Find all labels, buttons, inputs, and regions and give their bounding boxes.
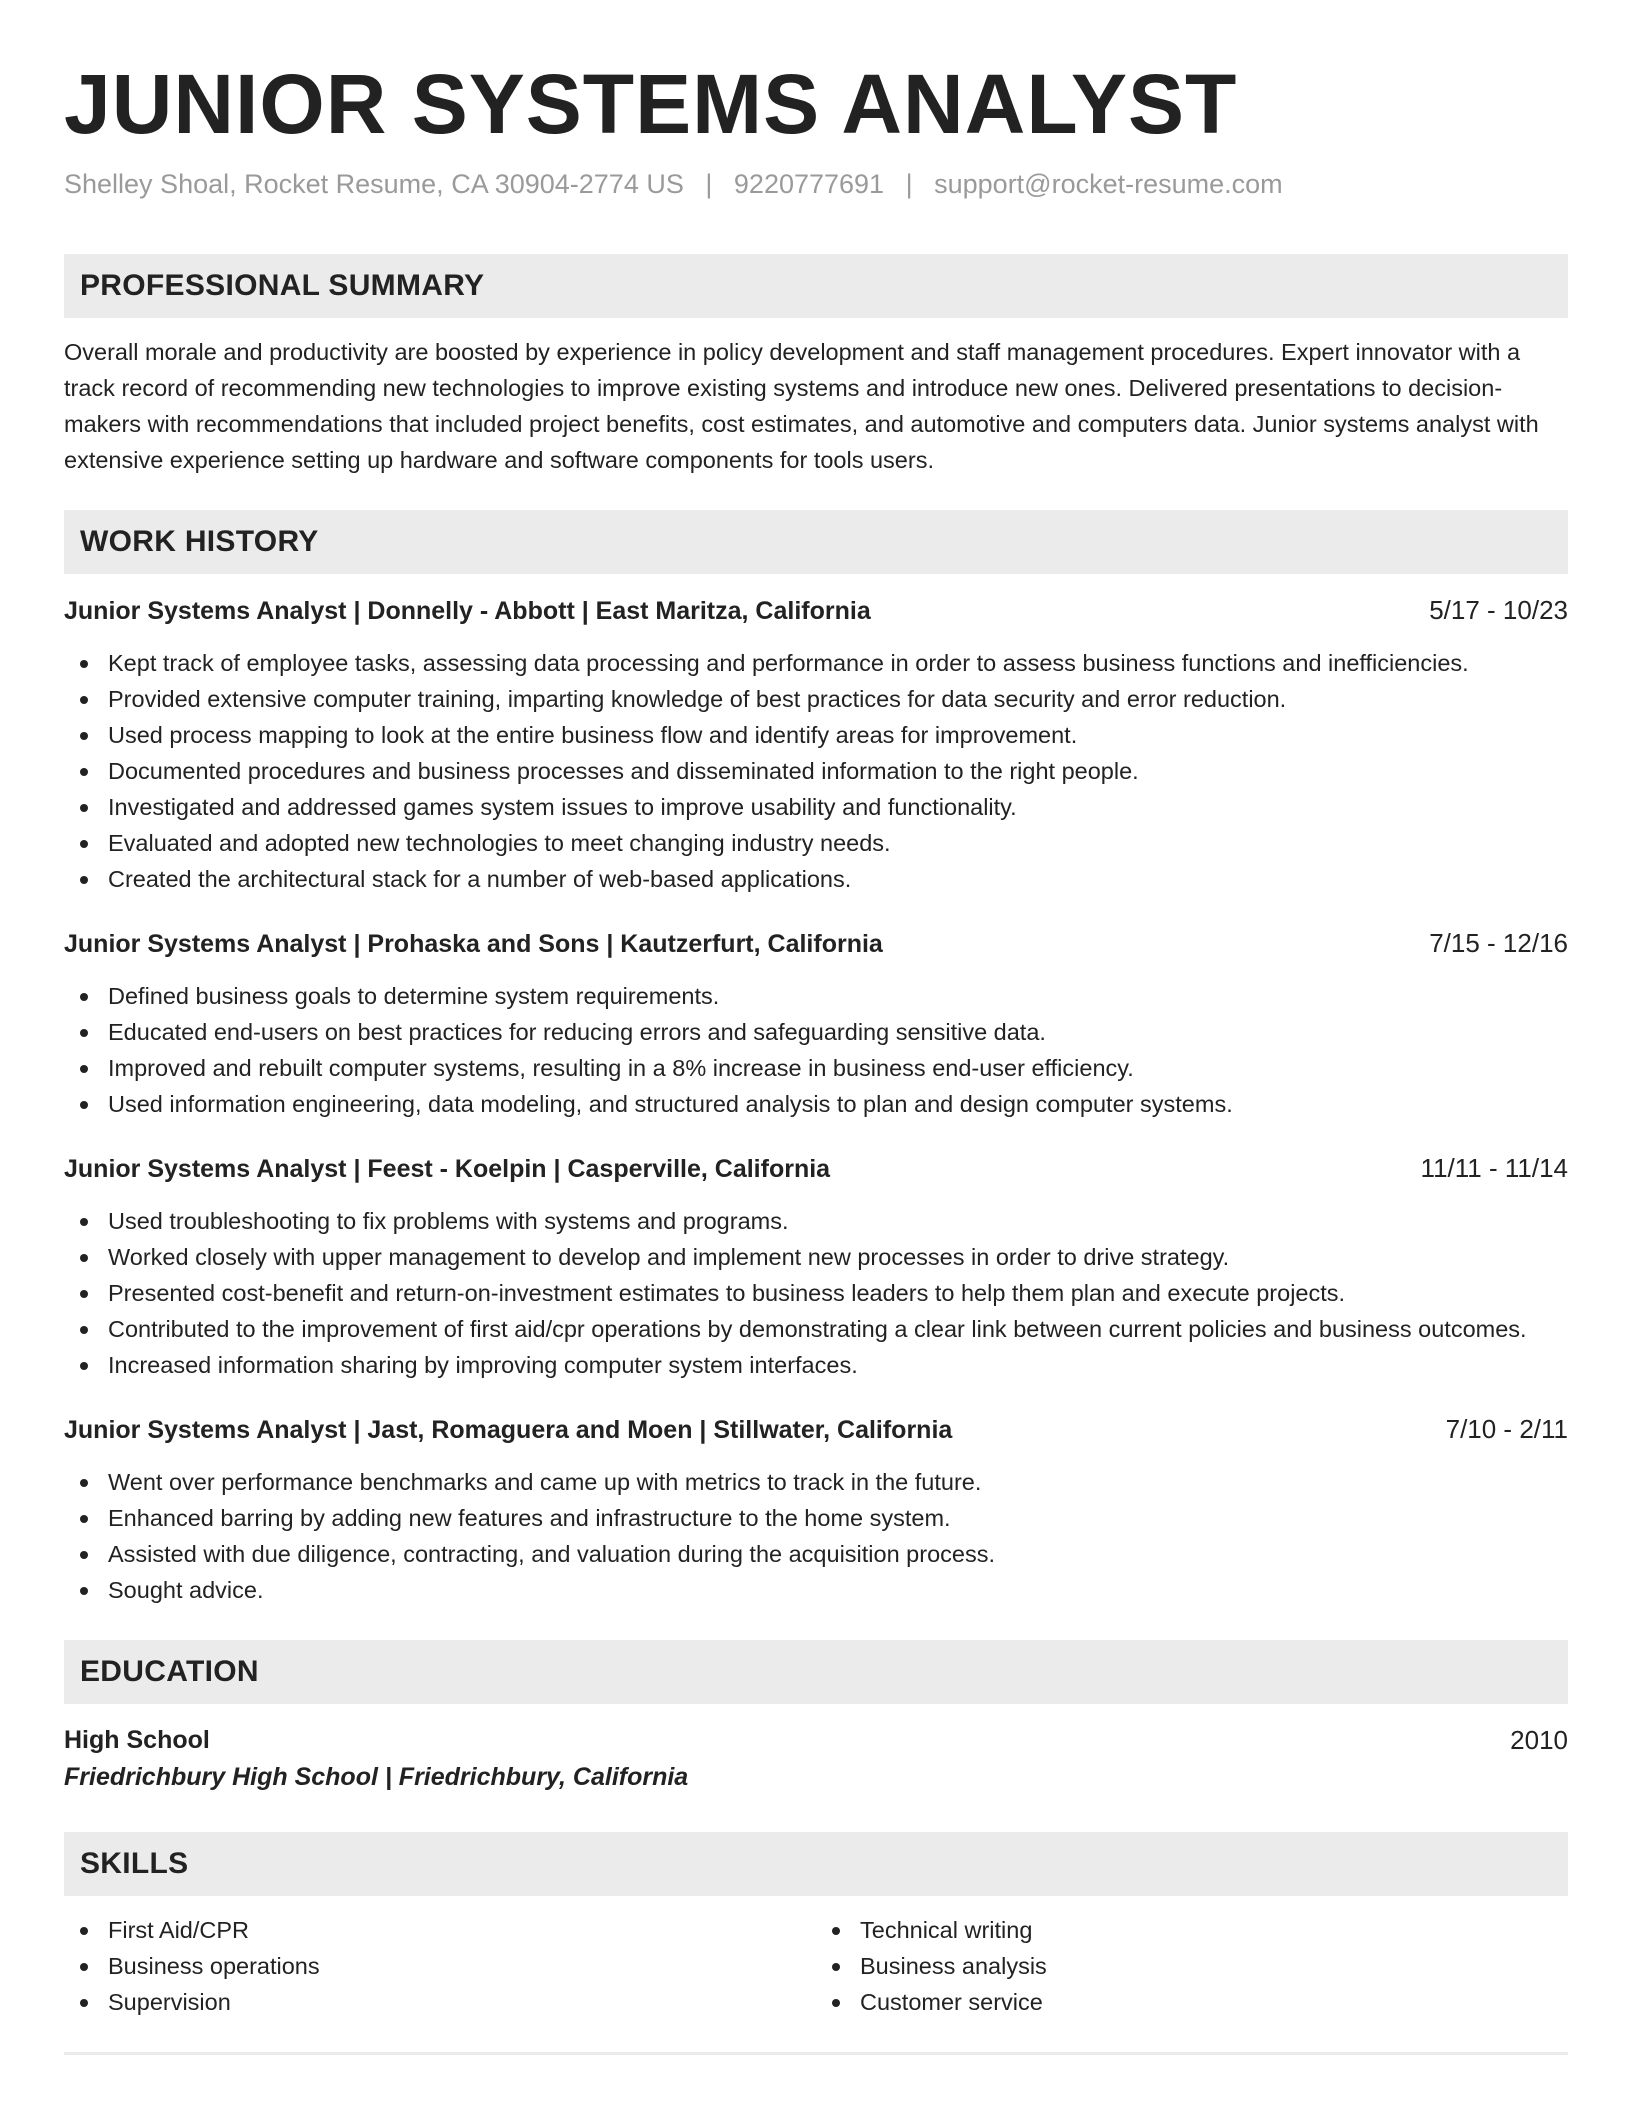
list-item: Assisted with due diligence, contracting, and valuation during the acquisition process. bbox=[64, 1536, 1568, 1572]
list-item: Presented cost-benefit and return-on-investment estimates to business leaders to help them plan and execute projects. bbox=[64, 1275, 1568, 1311]
job-title: Junior Systems Analyst | Prohaska and Sons | Kautzerfurt, California bbox=[64, 930, 883, 958]
skill-item: Supervision bbox=[64, 1984, 816, 2020]
list-item: Enhanced barring by adding new features and infrastructure to the home system. bbox=[64, 1500, 1568, 1536]
job-dates: 5/17 - 10/23 bbox=[1429, 595, 1568, 625]
job-entry bbox=[64, 1150, 1568, 1383]
list-item: Evaluated and adopted new technologies to meet changing industry needs. bbox=[64, 825, 1568, 861]
job-title: Junior Systems Analyst | Jast, Romaguera and Moen | Stillwater, California bbox=[64, 1416, 953, 1444]
contact-address: Shelley Shoal, Rocket Resume, CA 30904-2774 US bbox=[64, 169, 684, 199]
section-heading-summary: PROFESSIONAL SUMMARY bbox=[64, 254, 1568, 318]
list-item: Increased information sharing by improving computer system interfaces. bbox=[64, 1347, 1568, 1383]
education-entry bbox=[64, 1722, 1568, 1758]
skill-item: Business analysis bbox=[816, 1948, 1568, 1984]
skills-column-left bbox=[64, 1912, 816, 2020]
bottom-divider bbox=[64, 2052, 1568, 2055]
job-dates: 11/11 - 11/14 bbox=[1420, 1153, 1568, 1183]
job-entry bbox=[64, 1411, 1568, 1608]
skills-column-right bbox=[816, 1912, 1568, 2020]
list-item: Sought advice. bbox=[64, 1572, 1568, 1608]
skill-item: Business operations bbox=[64, 1948, 816, 1984]
list-item: Worked closely with upper management to develop and implement new processes in order to drive strategy. bbox=[64, 1239, 1568, 1275]
education-year: 2010 bbox=[1510, 1725, 1568, 1755]
section-heading-skills: SKILLS bbox=[64, 1832, 1568, 1896]
section-heading-education: EDUCATION bbox=[64, 1640, 1568, 1704]
section-heading-work-history: WORK HISTORY bbox=[64, 510, 1568, 574]
job-bullets bbox=[64, 1203, 1568, 1383]
summary-text: Overall morale and productivity are boosted by experience in policy development and staff management procedures. Expert innovator with a track record of recommending new technologies to improve existing systems and introduce new ones. Delivered presentations to decision-makers with recommendations that included project benefits, cost estimates, and automotive and computers data. Junior systems analyst with extensive experience setting up hardware and software components for tools users. bbox=[64, 339, 1539, 473]
education-degree: High School bbox=[64, 1726, 210, 1754]
job-entry bbox=[64, 925, 1568, 1122]
list-item: Used process mapping to look at the entire business flow and identify areas for improvement. bbox=[64, 717, 1568, 753]
job-bullets bbox=[64, 978, 1568, 1122]
skill-item: First Aid/CPR bbox=[64, 1912, 816, 1948]
list-item: Investigated and addressed games system issues to improve usability and functionality. bbox=[64, 789, 1568, 825]
list-item: Created the architectural stack for a number of web-based applications. bbox=[64, 861, 1568, 897]
skills-list bbox=[64, 1912, 1568, 2020]
contact-separator: | bbox=[905, 169, 913, 199]
list-item: Contributed to the improvement of first aid/cpr operations by demonstrating a clear link between current policies and business outcomes. bbox=[64, 1311, 1568, 1347]
contact-separator: | bbox=[705, 169, 713, 199]
list-item: Defined business goals to determine system requirements. bbox=[64, 978, 1568, 1014]
job-dates: 7/15 - 12/16 bbox=[1429, 928, 1568, 958]
list-item: Documented procedures and business processes and disseminated information to the right people. bbox=[64, 753, 1568, 789]
list-item: Improved and rebuilt computer systems, resulting in a 8% increase in business end-user efficiency. bbox=[64, 1050, 1568, 1086]
contact-line bbox=[64, 166, 1568, 202]
job-title: Junior Systems Analyst | Donnelly - Abbott | East Maritza, California bbox=[64, 597, 871, 625]
job-bullets bbox=[64, 645, 1568, 897]
list-item: Kept track of employee tasks, assessing data processing and performance in order to assess business functions and inefficiencies. bbox=[64, 645, 1568, 681]
contact-email: support@rocket-resume.com bbox=[934, 169, 1283, 199]
skill-item: Technical writing bbox=[816, 1912, 1568, 1948]
list-item: Went over performance benchmarks and came up with metrics to track in the future. bbox=[64, 1464, 1568, 1500]
resume-title: JUNIOR SYSTEMS ANALYST bbox=[64, 57, 1238, 151]
list-item: Used troubleshooting to fix problems with systems and programs. bbox=[64, 1203, 1568, 1239]
education-school: Friedrichbury High School | Friedrichbury, California bbox=[64, 1763, 689, 1791]
job-bullets bbox=[64, 1464, 1568, 1608]
job-dates: 7/10 - 2/11 bbox=[1445, 1414, 1568, 1444]
job-entry bbox=[64, 592, 1568, 897]
list-item: Educated end-users on best practices for reducing errors and safeguarding sensitive data. bbox=[64, 1014, 1568, 1050]
list-item: Provided extensive computer training, imparting knowledge of best practices for data security and error reduction. bbox=[64, 681, 1568, 717]
list-item: Used information engineering, data modeling, and structured analysis to plan and design computer systems. bbox=[64, 1086, 1568, 1122]
contact-phone: 9220777691 bbox=[733, 169, 885, 199]
job-title: Junior Systems Analyst | Feest - Koelpin | Casperville, California bbox=[64, 1155, 831, 1183]
skill-item: Customer service bbox=[816, 1984, 1568, 2020]
